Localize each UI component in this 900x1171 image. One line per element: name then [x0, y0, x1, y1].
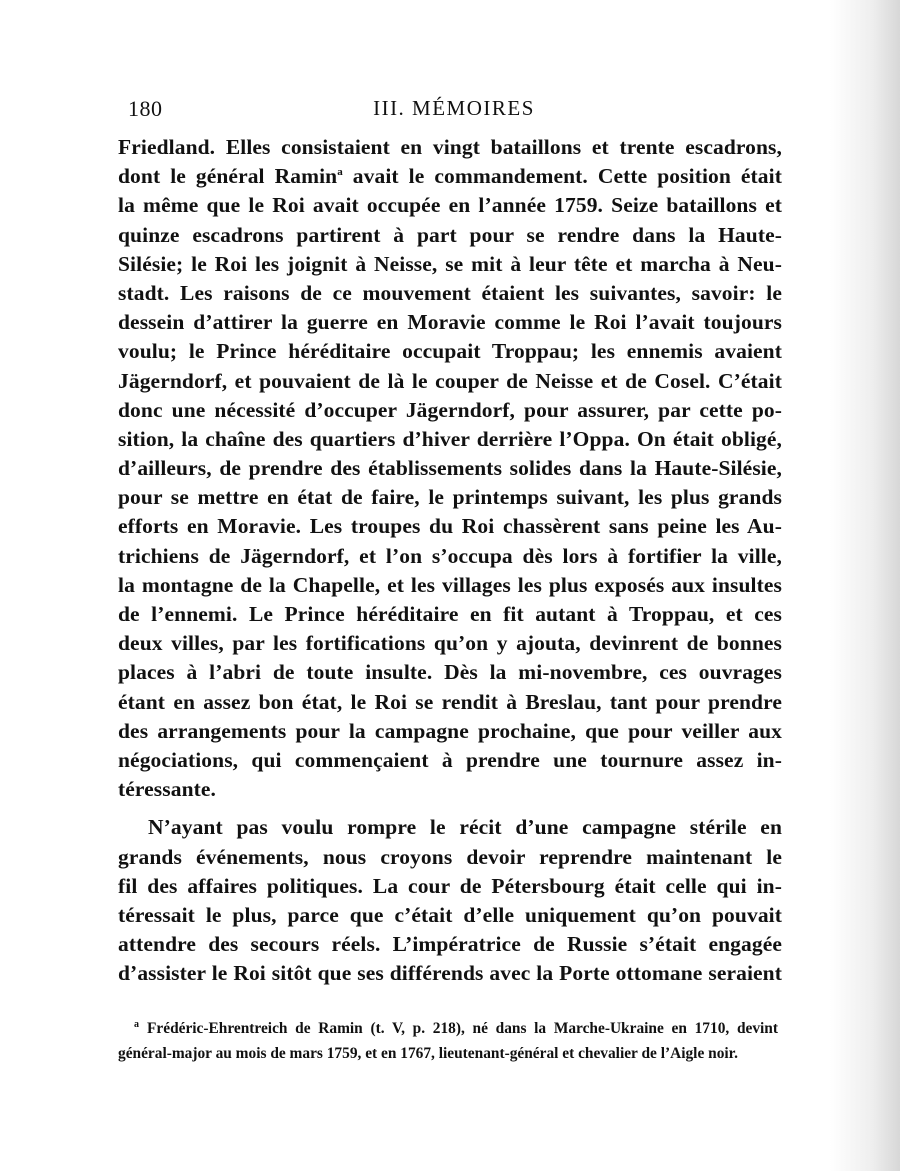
text-line: quinze escadrons partirent à part pour se rendre dans la Haute- — [118, 222, 782, 247]
body-text — [118, 133, 782, 988]
paragraph-spacer — [118, 804, 782, 813]
footnote — [118, 1016, 778, 1066]
text-line: N’ayant pas voulu rompre le récit d’une campagne stérile en — [148, 815, 782, 840]
text-line: d’ailleurs, de prendre des établissements solides dans la Haute-Silésie, — [118, 456, 782, 481]
footnote-line: général-major au mois de mars 1759, et en 1767, lieutenant-général et chevalier de l’Aigle noir. — [118, 1045, 738, 1062]
text-line: places à l’abri de toute insulte. Dès la mi-novembre, ces ouvrages — [118, 660, 782, 685]
footnote-line — [118, 1016, 778, 1041]
text-line: négociations, qui commençaient à prendre une tournure assez in- — [118, 747, 782, 772]
text-line: sition, la chaîne des quartiers d’hiver derrière l’Oppa. On était obligé, — [118, 426, 782, 451]
text-line: téressait le plus, parce que c’était d’elle uniquement qu’on pouvait — [118, 902, 782, 927]
text-line: Friedland. Elles consistaient en vingt bataillons et trente escadrons, — [118, 135, 782, 159]
text-line: de l’ennemi. Le Prince héréditaire en fit autant à Troppau, et ces — [118, 602, 782, 626]
text-line: la montagne de la Chapelle, et les villages les plus exposés aux insultes — [118, 572, 782, 597]
text-segment: avait le commandement. Cette position était — [342, 164, 782, 189]
paragraph-1 — [118, 133, 782, 804]
running-head: III. MÉMOIRES — [373, 96, 535, 120]
text-line: des arrangements pour la campagne prochaine, que pour veiller aux — [118, 718, 782, 743]
footnote-mark: a — [134, 1018, 139, 1030]
page-header — [128, 96, 780, 126]
text-line: efforts en Moravie. Les troupes du Roi chassèrent sans peine les Au- — [118, 514, 782, 539]
text-line: voulu; le Prince héréditaire occupait Troppau; les ennemis avaient — [118, 339, 782, 364]
text-line: stadt. Les raisons de ce mouvement étaient les suivantes, savoir: le — [118, 280, 782, 305]
text-line: Jägerndorf, et pouvaient de là le couper de Neisse et de Cosel. C’était — [118, 368, 782, 393]
text-line: d’assister le Roi sitôt que ses différends avec la Porte ottomane seraient — [118, 961, 782, 986]
text-line: fil des affaires politiques. La cour de Pétersbourg était celle qui in- — [118, 873, 782, 898]
text-line: téressante. — [118, 777, 217, 802]
text-line — [118, 162, 782, 191]
text-line: grands événements, nous croyons devoir reprendre maintenant le — [118, 844, 782, 869]
footnote-text: Frédéric-Ehrentreich de Ramin (t. V, p. 218), né dans la Marche-Ukraine en 1710, devint — [147, 1020, 778, 1037]
text-line: la même que le Roi avait occupée en l’année 1759. Seize bataillons et — [118, 193, 782, 218]
text-line: attendre des secours réels. L’impératrice de Russie s’était engagée — [118, 932, 782, 957]
text-line: trichiens de Jägerndorf, et l’on s’occupa dès lors à fortifier la ville, — [118, 543, 782, 568]
text-line: pour se mettre en état de faire, le printemps suivant, les plus grands — [118, 485, 782, 510]
text-segment: dont le général Ramin — [118, 164, 338, 189]
scan-edge-shadow — [830, 0, 900, 1171]
paragraph-2 — [118, 813, 782, 988]
text-line: Silésie; le Roi les joignit à Neisse, se mit à leur tête et marcha à Neu- — [118, 251, 782, 276]
text-line: deux villes, par les fortifications qu’on y ajouta, devinrent de bonnes — [118, 631, 782, 656]
text-line: donc une nécessité d’occuper Jägerndorf, pour assurer, par cette po- — [118, 397, 782, 422]
text-line: dessein d’attirer la guerre en Moravie comme le Roi l’avait toujours — [118, 310, 782, 335]
page-number: 180 — [128, 96, 163, 121]
footnote-reference[interactable]: a — [337, 166, 343, 179]
text-line: étant en assez bon état, le Roi se rendit à Breslau, tant pour prendre — [118, 689, 782, 714]
